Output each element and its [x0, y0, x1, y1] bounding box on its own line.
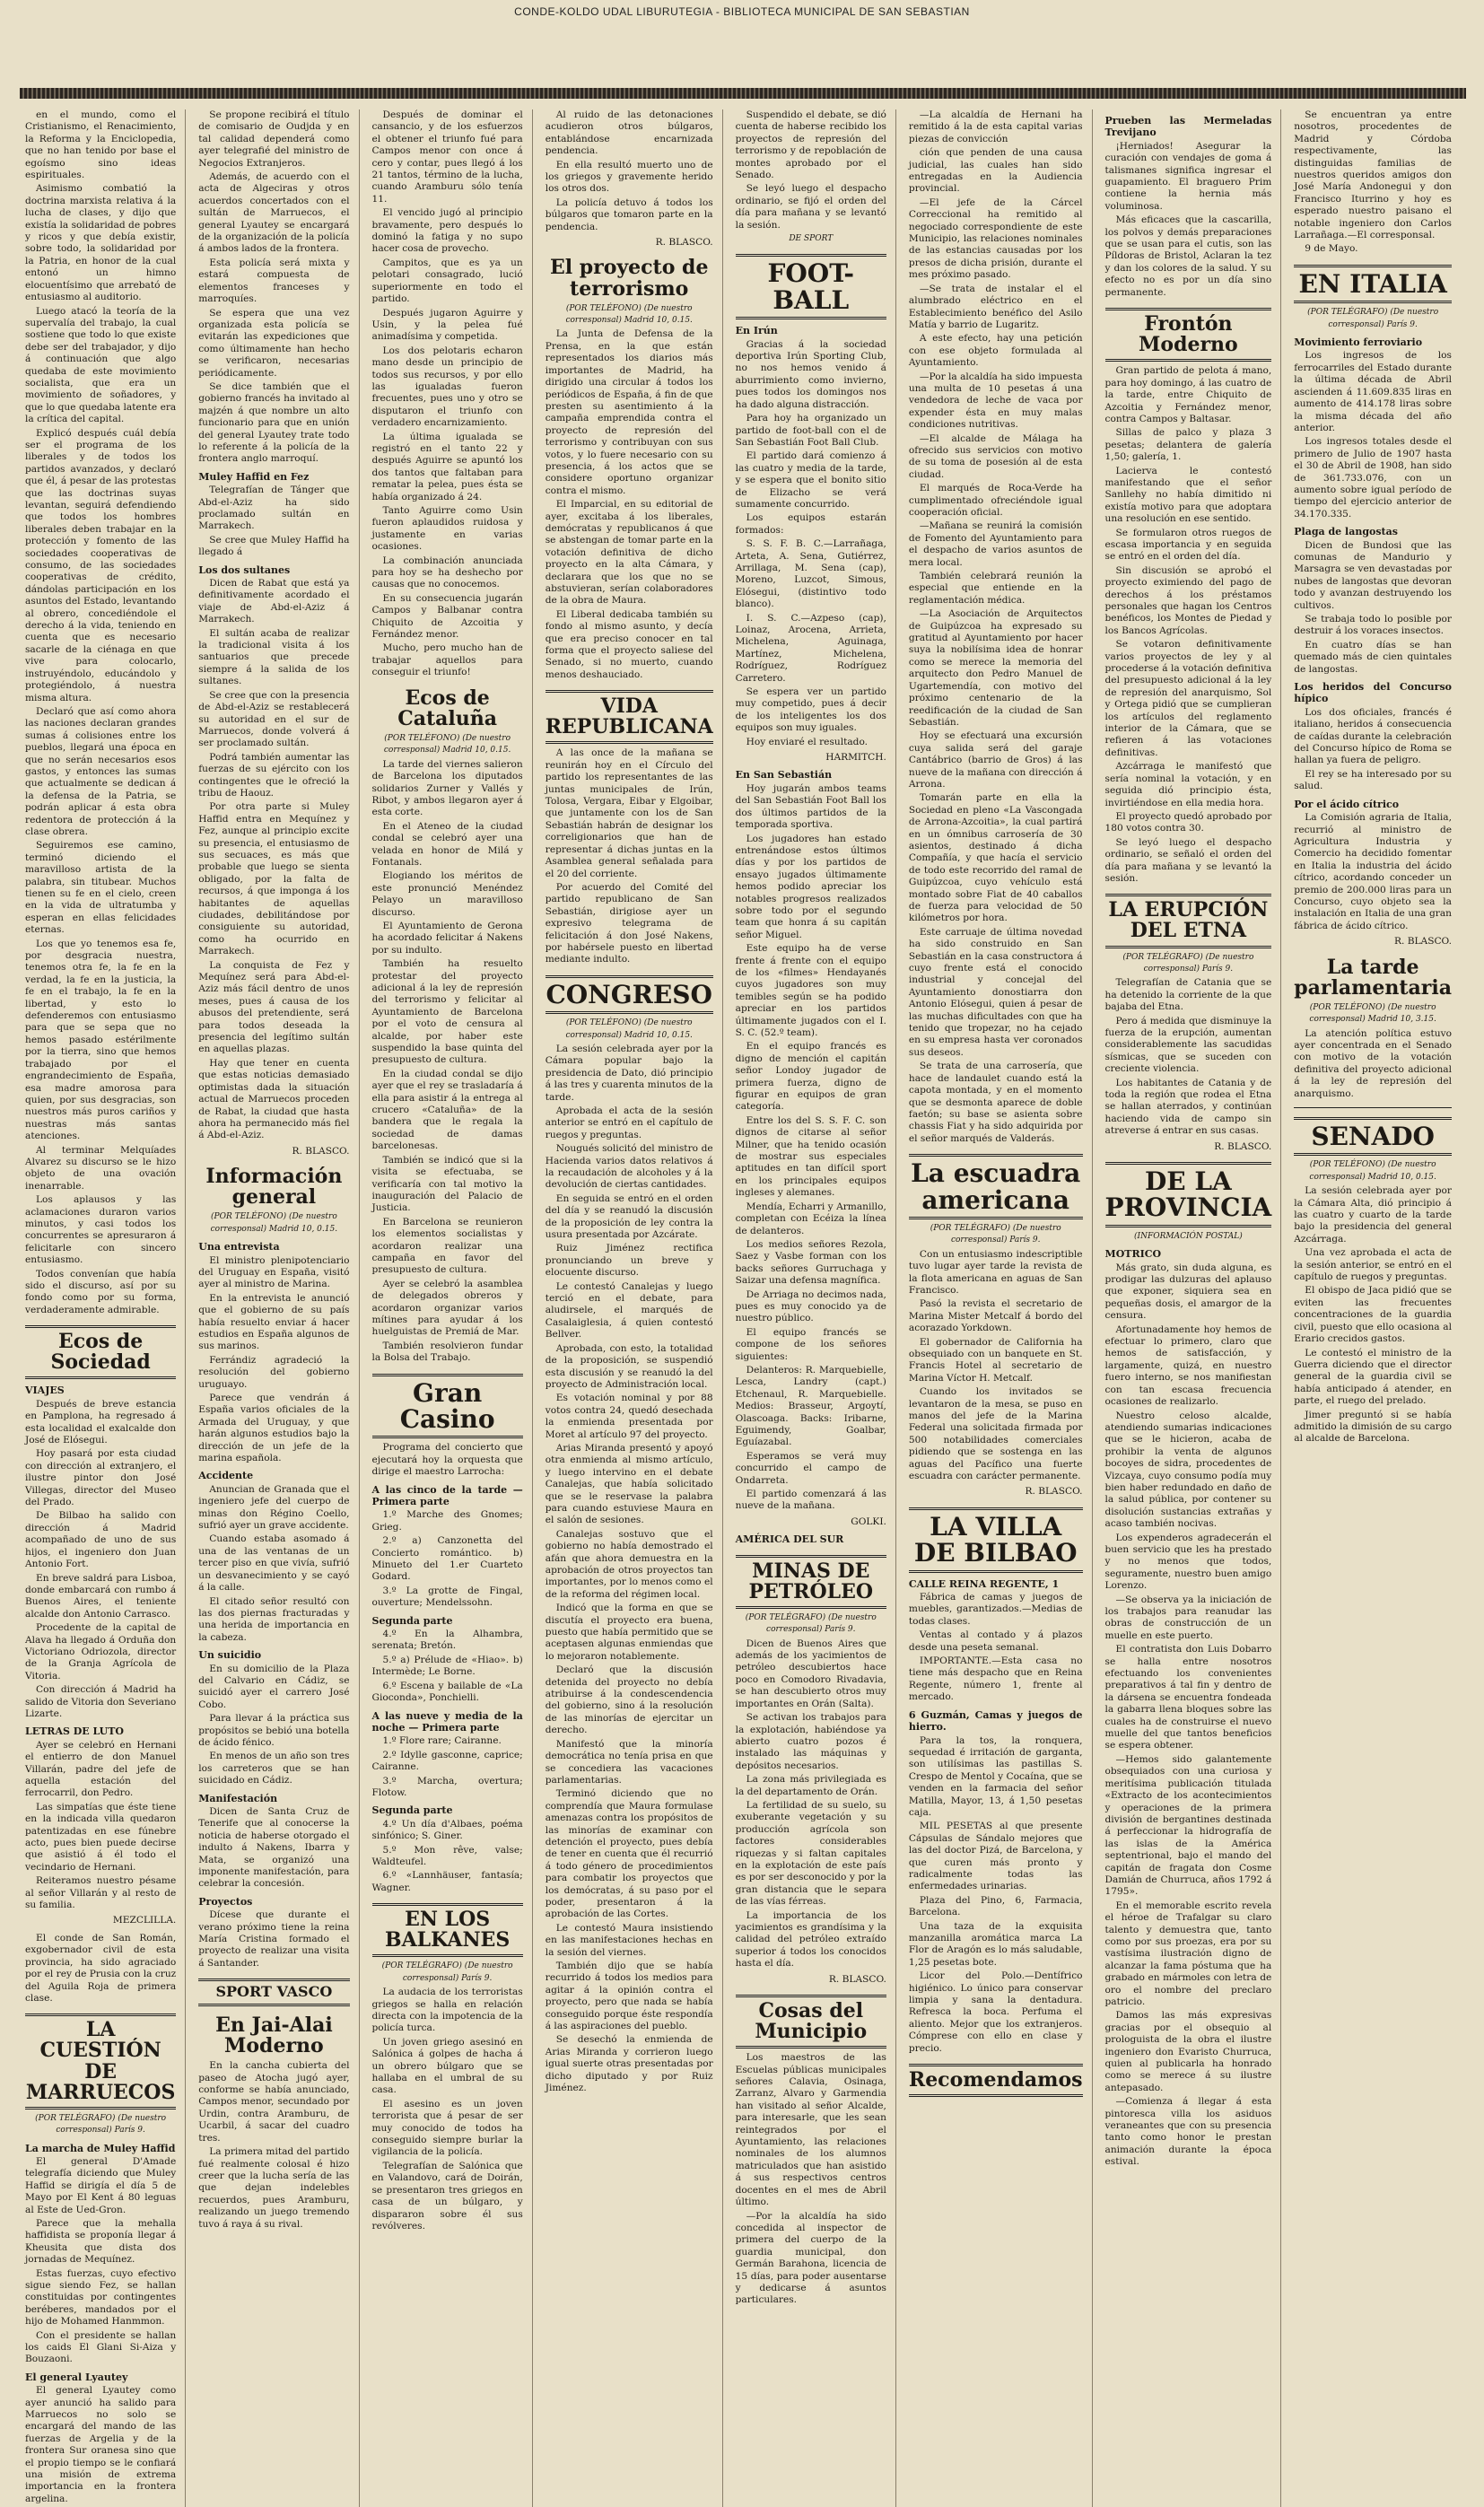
paragraph: Esta policía será mixta y estará compuesta de elementos franceses y marroquíes. [198, 257, 350, 305]
paragraph: La combinación anunciada para hoy se ha deshecho por causas que no conocemos. [371, 555, 523, 590]
subheading: 6 Guzmán, Camas y juegos de hierro. [908, 1708, 1083, 1734]
library-watermark: CONDE-KOLDO UDAL LIBURUTEGIA - BIBLIOTECA MUNICIPAL DE SAN SEBASTIAN [514, 5, 970, 18]
paragraph: Plaza del Pino, 6, Farmacia, Barcelona. [908, 1894, 1083, 1918]
paragraph: El Imparcial, en su editorial de ayer, excitaba á los liberales, demócratas y republicanos á que se abstengan de tomar parte en la votación definitiva de dicho proyecto en la alta Cámara, y declarara que los que no se abstuvieran, serían colaboradores de la obra de Maura. [545, 499, 713, 607]
column-1 [25, 109, 186, 2507]
paragraph: El Ayuntamiento de Gerona ha acordado felicitar á Nakens por su indulto. [371, 920, 523, 956]
paragraph: A las once de la mañana se reunirán hoy en el Círculo del partido los representantes de las juntas municipales de Irún, Tolosa, Vergara, Eibar y Elgoibar, que juntamente con los de San Sebastián habrán de designar los correligionarios que han de representar á dichas juntas en la Asamblea general señalada para el 20 del corriente. [545, 747, 713, 879]
paragraph: Hoy pasará por esta ciudad con dirección al extranjero, el ilustre pintor don José Villegas, director del Museo del Prado. [25, 1448, 177, 1508]
paragraph: Le contestó Maura insistiendo en las manifestaciones hechas en la sesión del viernes. [545, 1922, 713, 1958]
signoff: R. BLASCO. [1394, 936, 1452, 948]
paragraph: Los aplausos y las aclamaciones duraron varios minutos, y casi todos los concurrentes se apresuraron á felicitarle con sincero entusiasmo. [25, 1194, 177, 1266]
paragraph: Para la tos, la ronquera, sequedad é irritación de garganta, son utilísimas las pastillas S. Crespo de Mentol y Cocaína, que se venden en la farmacia del señor Matilla, Mayor, 13, á 1,50 pesetas caja. [908, 1734, 1083, 1818]
paragraph: La sesión celebrada ayer por la Cámara popular bajo la presidencia de Dato, dió principio á las tres y cuarenta minutos de la tarde. [545, 1043, 713, 1103]
signoff: R. BLASCO. [828, 1973, 886, 1985]
paragraph: También dijo que se había recurrido á todos los medios para agitar á la opinión contra el proyecto, pero que nada se había conseguido porque éste respondía á las aspiraciones del pueblo. [545, 1961, 713, 2032]
section-headline: Ecos de Cataluña [397, 686, 498, 730]
paragraph: Telegrafían de Salónica que en Valandovo, cará de Doirán, se presentaron tres griegos en casa de un búlgaro, y dispararon sobre él sus revólveres. [371, 2160, 523, 2232]
paragraph: Indicó que la forma en que se discutía el proyecto era buena, puesto que había permitido que se aceptasen algunas enmiendas que lo mejoraron notablemente. [545, 1603, 713, 1662]
paragraph: I. S. C.—Azpeso (cap), Loinaz, Arocena, Arrieta, Michelena, Aguinaga, Martínez, Michelena, Rodríguez, Rodríguez Carretero. [735, 612, 886, 684]
subheading: Proyectos [198, 1895, 253, 1908]
paragraph: Dicen de Buenos Aires que además de los yacimientos de petróleo descubiertos hace poco en Comodoro Rivadavia, se han descubierto otros muy importantes en Orán (Salta). [735, 1638, 886, 1709]
paragraph: Fábrica de camas y juegos de muebles, garantizados.—Medias de todas clases. [908, 1592, 1083, 1627]
paragraph: En la cancha cubierta del paseo de Atocha jugó ayer, conforme se había anunciado, Campos menor, secundado por Urdin, contra Aramburu, de Ucarbil, á sacar del cuadro tres. [198, 2060, 350, 2144]
paragraph: Mucho, pero mucho han de trabajar aquellos para conseguir el triunfo! [371, 642, 523, 678]
paragraph: —Hemos sido galantemente obsequiados con una curiosa y meritísima publicación titulada «Extracto de los acontecimientos y operaciones de la primera división de bergantines destinada á perfeccionar la hidrografía de las islas de la América septentrional, bajo el mando del capitán de fragata don Cosme Damián de Churruca, años 1792 á 1795». [1104, 1753, 1272, 1898]
paragraph: Tanto Aguirre como Usin fueron aplaudidos ruidosa y justamente en varias ocasiones. [371, 505, 523, 553]
paragraph: El contratista don Luis Dobarro se halla entre nosotros efectuando los convenientes preparativos á tal fin y dentro de la dársena se encuentra fondeada la gabarra llena bloques sobre las cuales ha de construirse el nuevo muelle del que tantos beneficios se espera obtener. [1104, 1644, 1272, 1751]
paragraph: El ministro plenipotenciario del Uruguay en España, visitó ayer al ministro de Marina. [198, 1254, 350, 1290]
paragraph: Programa del concierto que ejecutará hoy la orquesta que dirige el maestro Larrocha: [371, 1442, 523, 1478]
byline: (POR TELÉGRAFO) (De nuestro corresponsal) París 9. [381, 1961, 513, 1983]
paragraph: El sultán acaba de realizar la tradicional visita á los santuarios que precede siempre á la salida de los sultanes. [198, 627, 350, 687]
senado-paragraph: Jimer preguntó si se había admitido la dimisión de su cargo al alcalde de Barcelona. [1294, 1409, 1452, 1445]
paragraph: Con el presidente se hallan los caids El Glani Si-Aiza y Bouzaoni. [25, 2329, 177, 2365]
subheading: Un suicidio [198, 1649, 262, 1662]
paragraph: Gracias á la sociedad deportiva Irún Sporting Club, no nos hemos venido á aburrimiento como invierno, pues todos los domingos nos ha dado alguna distracción. [735, 338, 886, 410]
paragraph: Pasó la revista el secretario de Marina Mister Metcalf á bordo del acorazado Yorkdown. [908, 1298, 1083, 1334]
paragraph: La fertilidad de su suelo, su exuberante vegetación y su producción agrícola son factores considerables riquezas y si faltan capitales en la explotación de este país es por ser desconocido y por la gran distancia que le separa de las vías férreas. [735, 1799, 886, 1908]
paragraph: Manifestó que la minoría democrática no tenía prisa en que se concediera las vacaciones parlamentarias. [545, 1738, 713, 1786]
paragraph: La zona más privilegiada es la del departamento de Orán. [735, 1774, 886, 1797]
paragraph: Al terminar Melquíades Alvarez su discurso se le hizo objeto de una ovación inenarrable. [25, 1144, 177, 1192]
paragraph: Ventas al contado y á plazos desde una peseta semanal. [908, 1629, 1083, 1653]
paragraph: Los ingresos de los ferrocarriles del Estado durante la última década de Abril ascienden á 11.609.835 liras en aumento de 414.178 liras sobre la misma década del año anterior. [1294, 350, 1452, 433]
paragraph: Después de dominar el cansancio, y de los esfuerzos el obtener el triunfo fué para Campos menor con once á cero y contar, pues llegó á los 21 tantos, término de la lucha, cuando Aramburu sólo tenía 11. [371, 109, 523, 205]
paragraph: Se leyó luego el despacho ordinario, se señaló el orden del día para mañana y se levantó la sesión. [1104, 836, 1272, 884]
paragraph: Luego atacó la teoría de la supervalía del trabajo, la cual sostiene que todo lo que existe debe ser del trabajador, y dijo á continuación que algo quedaba de este movimiento socialista, que era un movimiento de soñadores, y que lo que quedaba latente era la crítica del capital. [25, 305, 177, 425]
section-headline: EN LOS BALKANES [372, 1903, 523, 1957]
paragraph: Hoy enviaré el resultado. [746, 736, 869, 747]
paragraph: 1.º Marche des Gnomes; Grieg. [371, 1509, 523, 1533]
subheading: Muley Haffid en Fez [198, 470, 310, 483]
paragraph: —Mañana se reunirá la comisión de Fomento del Ayuntamiento para el despacho de varios asuntos de mera local. [908, 520, 1083, 568]
senado-paragraph: Le contestó el ministro de la Guerra diciendo que el director general de la guardia civil se había anticipado á atender, en parte, el ruego del prelado. [1294, 1347, 1452, 1407]
paragraph: El partido dará comienzo á las cuatro y media de la tarde, y se espera que el bonito sitio de Elizacho se verá sumamente concurrido. [735, 450, 886, 510]
paragraph: La última igualada se registró en el tanto 22 y después Aguirre se apuntó los dos tantos que faltaban para rematar la pelea, pues ésta se había organizado á 24. [371, 431, 523, 502]
paragraph: Lacierva le contestó manifestando que el señor Sanllehy no había dimitido ni existía motivo para que adoptara una resolución en ese sentido. [1104, 465, 1272, 525]
byline: (POR TELÉGRAFO) (De nuestro corresponsal) París 9. [35, 2113, 167, 2136]
paragraph: Para llevar á la práctica sus propósitos se bebió una botella de ácido fénico. [198, 1713, 350, 1748]
paragraph: Se cree que Muley Haffid ha llegado á [198, 534, 350, 558]
paragraph: La tarde del viernes salieron de Barcelona los diputados solidarios Zurner y Vallés y Ribot, y ambos llegaron ayer á esta corte. [371, 758, 523, 818]
paragraph: Explicó después cuál debía ser el programa de los liberales y de todos los partidos avanzados, y declaró que él, á pesar de las protestas que las doctrinas suyas levantan, seguirá defendiendo que todos los hombres liberales deben trabajar en la protección y fomento de las sociedades cooperativas de consumo, de las sociedades cooperativas de crédito, dándolas participación en los asuntos del Estado, levantando al obrero, concediéndole el derecho á la vida, teniendo en cuenta que es necesario sacarle de la ciénaga en que vive para colocarlo, instruyéndolo, educándolo y protegiéndolo, á nuestra misma altura. [25, 427, 177, 703]
paragraph: De Bilbao ha salido con dirección á Madrid acompañado de uno de sus hijos, el ingeniero don Juan Antonio Fort. [25, 1510, 177, 1570]
paragraph: El partido comenzará á las nueve de la mañana. [735, 1489, 886, 1512]
paragraph: Parece que la mehalla haffidista se proponía llegar á Kheusita que dista dos jornadas de Mequínez. [25, 2217, 177, 2266]
paragraph: En ella resultó muerto uno de los griegos y gravemente herido los otros dos. [545, 159, 713, 195]
paragraph: Pero á medida que disminuye la fuerza de la erupción, aumentan considerablemente las sacudidas sísmicas, que se suceden con creciente violencia. [1104, 1015, 1272, 1075]
paragraph: Telegrafían de Catania que se ha detenido la corriente de la que bajaba del Etna. [1104, 977, 1272, 1013]
paragraph: Estas fuerzas, cuyo efectivo sigue siendo Fez, se hallan constituidas por contingentes beréberes, mandados por el hijo de Mohamed Hanmmon. [25, 2267, 177, 2328]
paragraph: Dicen de Santa Cruz de Tenerife que al conocerse la noticia de haberse otorgado el indulto á Nakens, Ibarra y Mata, se organizó una imponente manifestación, para celebrar la concesión. [198, 1806, 350, 1890]
paragraph: Seguiremos ese camino, terminó diciendo el maravilloso artista de la palabra, sin titubear. Muchos tienen su fe en el cielo, creen en la vida de ultratumba y esperan en ellas felicidades eternas. [25, 840, 177, 936]
paragraph: Se votaron definitivamente varios proyectos de ley y al procederse á la votación definitiva del presupuesto adicional á la ley de represión del anarquismo, Sol y Ortega pidió que se cumplieran los artículos del reglamento interior de la Cámara, que se refieren á las votaciones definitivas. [1104, 639, 1272, 758]
paragraph: Más grato, sin duda alguna, es prodigar las dulzuras del aplauso que exponer, siquiera sea en pequeñas dosis, el amargor de la censura. [1104, 1262, 1272, 1322]
paragraph: Los maestros de las Escuelas públicas municipales señores Calavia, Osinaga, Zarranz, Alvaro y Garmendia han visitado al señor Alcalde, para interesarle, que les sean reintegrados por el Ayuntamiento, las relaciones nominales de los alumnos matriculados que han asistido á sus respectivos centros docentes en el mes de Abril último. [735, 2052, 886, 2208]
paragraph: Una taza de la exquisita manzanilla aromática marca La Flor de Aragón es lo más saludable, 1,25 pesetas bote. [908, 1920, 1083, 1968]
paragraph: En menos de un año son tres los carreteros que se han suicidado en Cádiz. [198, 1751, 350, 1786]
paragraph: 3.º La grotte de Fingal, ouverture; Mendelssohn. [371, 1585, 523, 1609]
paragraph: S. S. F. B. C.—Larrañaga, Arteta, A. Sena, Gutiérrez, Arrillaga, M. Sena (cap), Moreno, Luzcot, Simous, Elósegui, (distintivo todo blanco). [735, 538, 886, 610]
section-headline: SPORT VASCO [198, 1979, 349, 2006]
byline: (POR TELÉFONO) (De nuestro corresponsal) Madrid 10, 0.15. [565, 1018, 693, 1040]
subheading: En San Sebastián [735, 769, 833, 782]
paragraph: Declaró que la discusión detenida del proyecto no debía atribuirse á la condescendencia del gobierno, sino á la resolución de las minorías de ejercitar un derecho. [545, 1664, 713, 1736]
section-headline: Gran Casino [372, 1374, 523, 1439]
signoff: R. BLASCO. [1025, 1486, 1083, 1498]
paragraph: —El jefe de la Cárcel Correccional ha remitido al negociado correspondiente de este Municipio, las relaciones nominales de las estancias causadas por los presos de dicha prisión, durante el mes próximo pasado. [908, 197, 1083, 281]
paragraph: ¡Herniados! Asegurar la curación con vendajes de goma á talismanes significa ingresar el guapamiento. El braguero Prim contiene la hernia más voluminosa. [1104, 140, 1272, 212]
subheading: Segunda parte [371, 1614, 453, 1627]
paragraph: Sillas de palco y plaza 3 pesetas; delantera de galería 1,50; galería, 1. [1104, 427, 1272, 463]
paragraph: Cuando los invitados se levantaron de la mesa, se puso en manos del jefe de la Marina Federal una solicitada firmada por 500 notabilidades comerciales pidiendo que se sostenga en las aguas del Pacífico una fuerte escuadra con carácter permanente. [908, 1386, 1083, 1482]
paragraph: Entre los del S. S. F. C. son dignos de citarse al señor Milner, que ha tenido ocasión de mostrar sus especiales aptitudes en tan difícil sport en los principales equipos ingleses y alemanes. [735, 1114, 886, 1199]
paragraph: En su consecuencia jugarán Campos y Balbanar contra Chiquito de Azcoitia y Fernández menor. [371, 592, 523, 641]
section-headline: LA VILLA DE BILBAO [909, 1507, 1083, 1573]
paragraph: Con dirección á Madrid ha salido de Vitoria don Severiano Lizarte. [25, 1684, 177, 1719]
paragraph: Canalejas sostuvo que el gobierno no había demostrado el afán que ahora demuestra en la aprobación de otros proyectos tan importantes, por lo menos como el de la reforma del régimen local. [545, 1528, 713, 1600]
subheading: Los heridos del Concurso hípico [1294, 681, 1452, 705]
paragraph: Aprobada, con esto, la totalidad de la proposición, se suspendió esta discusión y se reanudó la del proyecto de Administración local. [545, 1342, 713, 1390]
byline: (INFORMACIÓN POSTAL) [1134, 1231, 1243, 1241]
paragraph: Aprobada el acta de la sesión anterior se entró en el capítulo de ruegos y preguntas. [545, 1105, 713, 1140]
section-headline: Cosas del Municipio [736, 1995, 886, 2048]
paragraph: 1.º Flore rare; Cairanne. [382, 1735, 502, 1747]
paragraph: También se indicó que si la visita se efectuaba, se verificaría con tal motivo la inauguración del Palacio de Justicia. [371, 1154, 523, 1214]
subheading: Manifestación [198, 1792, 278, 1804]
paragraph: En el Ateneo de la ciudad condal se celebró ayer una velada en honor de Milá y Fontanals. [371, 820, 523, 868]
paragraph: Después jugaron Aguirre y Usin, y la pelea fué animadísima y competida. [371, 307, 523, 343]
paragraph: La policía detuvo á todos los búlgaros que tomaron parte en la pendencia. [545, 197, 713, 232]
signoff: HARMITCH. [825, 752, 886, 764]
paragraph: —La alcaldía de Hernani ha remitido á la de esta capital varias piezas de convicción [908, 109, 1083, 144]
paragraph: Dícese que durante el verano próximo tiene la reina María Cristina formado el proyecto de realizar una visita á Santander. [198, 1909, 350, 1969]
column-3 [372, 109, 533, 2507]
paragraph: 3.º Marcha, overtura; Flotow. [371, 1775, 523, 1798]
paragraph: ción que penden de una causa judicial, las cuales han sido entregadas en la Audiencia provincial. [908, 147, 1083, 195]
paragraph: Se espera que una vez organizada esta policía se evitarán las expediciones que como últimamente han hecho se verificaron, necesarias periódicamente. [198, 307, 350, 379]
paragraph: Terminó diciendo que no comprendía que Maura formulase amenazas contra los propósitos de las minorías de examinar con detención el proyecto, pues debía de tener en cuenta que él recurrió á todo género de procedimientos para combatir los proyectos que los demócratas, á su paso por el poder, presentaron á la aprobación de las Cortes. [545, 1788, 713, 1920]
column-2 [198, 109, 359, 2507]
section-headline: LA ERUPCIÓN DEL ETNA [1105, 894, 1272, 948]
paragraph: Arias Miranda presentó y apoyó otra enmienda al mismo artículo, y luego intervino en el debate Canalejas, que había solicitado que se le reservase la palabra para cuando estuviese Maura en el salón de sesiones. [545, 1442, 713, 1526]
paragraph: Se dice también que el gobierno francés ha invitado al majzén á que nombre un alto funcionario para que en unión del general Lyautey trate todo lo referente á la policía de la frontera anglo marroquí. [198, 380, 350, 465]
section-headline: En Jai-Alai Moderno [215, 2013, 333, 2058]
paragraph: 9 de Mayo. [1305, 243, 1358, 255]
senado-paragraph: Una vez aprobada el acta de la sesión anterior, se entró en el capítulo de ruegos y preguntas. [1294, 1247, 1452, 1283]
paragraph: La Comisión agraria de Italia, recurrió al ministro de Agricultura Industria y Comercio ha decidido fomentar en Italia la industria del ácido cítrico, acordando conceder un premio de 200.000 liras para un Concurso, cuyo objeto sea la instalación en Italia de una gran fábrica de ácido cítrico. [1294, 812, 1452, 931]
subheading: MOTRICO [1104, 1248, 1162, 1261]
paragraph: Mendía, Echarri y Armanillo, completan con Ecéiza la línea de delanteros. [735, 1201, 886, 1236]
paragraph: 5.º a) Prélude de «Hiao». b) Intermède; Le Borne. [371, 1654, 523, 1678]
paragraph: Los medios señores Rezola, Saez y Vasbe forman con los backs señores Gurruchaga y Saizar una defensa magnífica. [735, 1238, 886, 1287]
paragraph: Tomarán parte en ella la Sociedad en pleno «La Vascongada de Arrona-Azcoitia», la cual partirá en un ómnibus carrosería de 30 asientos, destinado á dicha Compañía, y que hacía el servicio de todo este recorrido del ramal de Guipúzcoa, cuyo vehículo está montado sobre Fiat de 40 caballos de fuerza para velocidad de 50 kilómetros por hora. [908, 792, 1083, 924]
paragraph: 2.º a) Canzonetta del Concierto romántico. b) Minueto del 1.er Cuarteto Godard. [371, 1535, 523, 1583]
paragraph: El asesino es un joven terrorista que á pesar de ser muy conocido de todos ha conseguido siempre burlar la vigilancia de la policía. [371, 2098, 523, 2158]
section-headline: El proyecto de terrorismo [549, 256, 709, 301]
paragraph: Hoy se efectuará una excursión cuya salida será del garaje Cantábrico (barrio de Gros) á las nueve de la mañana con dirección á Arrona. [908, 730, 1083, 790]
subheading: VIAJES [25, 1385, 65, 1397]
paragraph: Procedente de la capital de Alava ha llegado á Orduña don Victoriano Odriozola, director de la Granja Agrícola de Vitoria. [25, 1622, 177, 1682]
senado-headline: SENADO [1294, 1117, 1452, 1156]
paragraph: Se trabaja todo lo posible por destruir á los voraces insectos. [1294, 614, 1452, 637]
signoff: R. BLASCO. [655, 237, 713, 249]
paragraph: La primera mitad del partido fué realmente colosal é hizo creer que la lucha sería de las que dejan indelebles recuerdos, pues Aramburu, realizando un juego tremendo tuvo á raya á su rival. [198, 2146, 350, 2230]
section-headline: EN ITALIA [1294, 265, 1452, 303]
paragraph: Dicen de Rabat que está ya definitivamente acordado el viaje de Abd-el-Aziz á Marrakech. [198, 578, 350, 625]
signoff: GOLKI. [851, 1516, 886, 1527]
paragraph: También ha resuelto protestar del proyecto adicional á la ley de represión del terrorismo y felicitar al Ayuntamiento de Barcelona por el voto de censura al alcalde, por haber este suspendido la base quinta del presupuesto de cultura. [371, 958, 523, 1066]
paragraph: MIL PESETAS al que presente Cápsulas de Sándalo mejores que las del doctor Pizá, de Barcelona, y que curen más pronto y radicalmente todas las enfermedades urinarias. [908, 1821, 1083, 1892]
subheading: Accidente [198, 1470, 254, 1482]
paragraph: Los equipos estarán formados: [735, 512, 886, 536]
byline: DE SPORT [789, 234, 834, 244]
paragraph: Ayer se celebró la asamblea de delegados obreros y acordaron organizar varios mítines para ayudar á los huelguistas de Premiá de Mar. [371, 1278, 523, 1338]
paragraph: Después de breve estancia en Pamplona, ha regresado á esta localidad el exalcalde don José de Elósegui. [25, 1398, 177, 1446]
paragraph: La importancia de los yacimientos es grandísima y la calidad del petróleo extraído superior á todos los conocidos hasta el día. [735, 1909, 886, 1970]
byline: (POR TELÉGRAFO) (De nuestro corresponsal) París 9. [1307, 308, 1439, 329]
byline: (POR TELÉGRAFO) (De nuestro corresponsal) París 9. [930, 1223, 1061, 1245]
paragraph: Anuncian de Granada que el ingeniero jefe del cuerpo de minas don Régino Coello, sufrió ayer un grave accidente. [198, 1483, 350, 1532]
paragraph: —Por la alcaldía ha sido impuesta una multa de 10 pesetas á una vendedora de leche de vaca por expender ésta en muy malas condiciones nutritivas. [908, 371, 1083, 431]
paragraph: En Barcelona se reunieron los elementos socialistas y acordaron realizar una campaña en favor del presupuesto de cultura. [371, 1216, 523, 1276]
section-headline: CONGRESO [546, 975, 713, 1014]
subheading: CALLE REINA REGENTE, 1 [908, 1577, 1060, 1590]
column-6 [909, 109, 1093, 2507]
paragraph: Los jugadores han estado entrenándose estos últimos días y por los partidos de ensayo jugados últimamente hemos podido apreciar los notables progresos realizados sobre todo por el segundo team que honra á su capitán señor Miguel. [735, 833, 886, 940]
newspaper-columns [25, 109, 1461, 2504]
paragraph: Los ingresos totales desde el primero de Julio de 1907 hasta el 30 de Abril de 1908, han sido de 361.733.076, con un aumento sobre igual período de tiempo del ejercicio anterior de 34.170.335. [1294, 436, 1452, 520]
paragraph: Elogiando los méritos de este pronunció Menéndez Pelayo un maravilloso discurso. [371, 870, 523, 918]
subheading: En Irún [735, 325, 778, 337]
paragraph: Gran partido de pelota á mano, para hoy domingo, á las cuatro de la tarde, entre Chiquito de Azcoitia y Fernández menor, contra Campos y Baltasar. [1104, 365, 1272, 424]
paragraph: 4.º Un día d'Albaes, poéma sinfónico; S. Giner. [371, 1818, 523, 1842]
section-headline: Información general [205, 1165, 343, 1210]
section-headline: MINAS DE PETRÓLEO [736, 1555, 886, 1609]
signoff: R. BLASCO. [292, 1145, 350, 1157]
paragraph: Todos convenían que había sido el discurso, así por su fondo como por su forma, verdaderamente admirable. [25, 1268, 177, 1315]
paragraph: Los expenderos agradecerán el buen servicio que les ha prestado y no menos que todos, seguramente, nuestro buen amigo Lorenzo. [1104, 1532, 1272, 1592]
senado-byline: (POR TELÉFONO) (De nuestro corresponsal) Madrid 10, 0.15. [1309, 1160, 1436, 1182]
paragraph: En cuatro días se han quemado más de cien quintales de langostas. [1294, 639, 1452, 675]
senado-paragraph: La sesión celebrada ayer por la Cámara Alta, dió principio á las cuatro y cuarto de la tarde bajo la presidencia del general Azcárraga. [1294, 1185, 1452, 1245]
paragraph: Por acuerdo del Comité del partido republicano de San Sebastián, dirigiose ayer un expresivo telegrama de felicitación á don José Nakens, por habérsele puesto en libertad mediante indulto. [545, 881, 713, 965]
paragraph: Dicen de Bundosi que las comunas de Mandurio y Marsagra se ven devastadas por nubes de langostas que devoran todo y avanzan destruyendo los cultivos. [1294, 539, 1452, 611]
section-divider [1294, 1107, 1452, 1108]
paragraph: Podrá también aumentar las fuerzas de su ejército con los contingentes que le ofreció la tribu de Haouz. [198, 751, 350, 799]
paragraph: 6.º «Lannhäuser, fantasía; Wagner. [371, 1870, 523, 1893]
paragraph: IMPORTANTE.—Esta casa no tiene más despacho que en Reina Regente, número 1, frente al mercado. [908, 1655, 1083, 1703]
subheading: Segunda parte [371, 1804, 453, 1817]
paragraph: en el mundo, como el Cristianismo, el Renacimiento, la Reforma y la Enciclopedia, que no han tenido por base el egoísmo sino ideas espirituales. [25, 109, 177, 181]
subheading: El general Lyautey [25, 2371, 128, 2383]
paragraph: Los que yo tenemos esa fe, por desgracia nuestra, tenemos otra fe, la fe en la verdad, la fe en la justicia, la fe en el trabajo, la fe en la libertad, y esto lo defenderemos con entusiasmo para que se sepa que no hemos pasado estérilmente por la tierra, sino que hemos trabajado por el engrandecimiento de España, esa madre amorosa para quien, por sus desgracias, son nuestros más puros cariños y nuestras más santas atenciones. [25, 938, 177, 1142]
paragraph: Se propone recibirá el título de comisario de Oudjda y en tal calidad dependerá como ayer telegrafié del ministro de Negocios Extranjeros. [198, 109, 350, 169]
paragraph: Se activan los trabajos para la explotación, habiéndose ya abierto cuatro pozos é instalado las máquinas y depósitos necesarios. [735, 1712, 886, 1771]
paragraph: El proyecto quedó aprobado por 180 votos contra 30. [1104, 810, 1272, 834]
paragraph: Hay que tener en cuenta que estas noticias demasiado optimistas dada la situación actual de Marruecos proceden de Rabat, la ciudad que hasta ahora ha permanecido más fiel á Abd-el-Aziz. [198, 1057, 350, 1141]
paragraph: La conquista de Fez y Mequínez será para Abd-el-Aziz más fácil dentro de unos meses, pues á causa de los abusos del pretendiente, será para todos deseada la presencia del legítimo sultán en aquellas plazas. [198, 959, 350, 1055]
paragraph: Esperamos se verá muy concurrido el campo de Ondarreta. [735, 1450, 886, 1486]
paragraph: Los dos oficiales, francés é italiano, heridos á consecuencia de caídas durante la celebración del Concurso hípico de Roma se hallan ya fuera de peligro. [1294, 706, 1452, 766]
paragraph: En su domicilio de la Plaza del Calvario en Cádiz, se suicidó ayer el carrero José Cobo. [198, 1663, 350, 1710]
paragraph: El Liberal dedicaba también su fondo al mismo asunto, y decía que era preciso conocer en tal forma que el proyecto saliese del Senado, si no muerto, cuando menos deshauciado. [545, 608, 713, 680]
paragraph: Un joven griego asesinó en Salónica á golpes de hacha á un obrero búlgaro que se hallaba en el umbral de su casa. [371, 2036, 523, 2096]
paragraph: Damos las más expresivas gracias por el obsequio al prologuista de la obra el ilustre ingeniero don Evaristo Churruca, quien al publicarla ha honrado como se merece á su ilustre antepasado. [1104, 2010, 1272, 2093]
paragraph: Este carruaje de última novedad ha sido construido en San Sebastián en la casa constructora á cuyo frente está el conocido industrial y concejal del Ayuntamiento donostiarra don Antonio Elósegui, quien á pesar de las muchas dificultades con que ha tenido que tropezar, no ha cejado en su empresa hasta ver coronados sus deseos. [908, 926, 1083, 1058]
section-headline: DE LA PROVINCIA [1105, 1162, 1272, 1227]
subheading: LETRAS DE LUTO [25, 1725, 124, 1738]
paragraph: En seguida se entró en el orden del día y se reanudó la discusión de la proposición de ley contra la usura presentada por Azcárate. [545, 1192, 713, 1241]
paragraph: Por otra parte si Muley Haffid entra en Mequínez y Fez, aunque al principio excite su presencia, el entusiasmo de sus secuaces, es más que probable que luego se sienta obligado, por la falta de recursos, á que imponga á los habitantes de aquellas ciudades, debilitándose por consiguiente su autoridad, como ha ocurrido en Marrakech. [198, 801, 350, 957]
paragraph: Se cree que con la presencia de Abd-el-Aziz se restablecerá su autoridad en el sur de Marruecos, donde volverá á ser proclamado sultán. [198, 689, 350, 749]
byline: (POR TELÉGRAFO) (De nuestro corresponsal) París 9. [1122, 952, 1254, 974]
paragraph: Con un entusiasmo indescriptible tuvo lugar ayer tarde la revista de la flota americana en aguas de San Francisco. [908, 1248, 1083, 1296]
paragraph: El vencido jugó al principio bravamente, pero después lo dominó la fatiga y no supo hacer cosa de provecho. [371, 207, 523, 255]
paragraph: Ferrándiz agradeció la resolución del gobierno uruguayo. [198, 1354, 350, 1390]
byline: (POR TELÉFONO) (De nuestro corresponsal) Madrid 10, 0.15. [565, 303, 693, 326]
paragraph: Ruiz Jiménez rectifica pronunciando un breve y elocuente discurso. [545, 1243, 713, 1279]
paragraph: El general Lyautey como ayer anunció ha salido para Marruecos no solo se encargará del mando de las fuerzas de Argelia y de la frontera Sur oranesa sino que el propio tiempo se le confiará una misión de extrema importancia en la frontera argelina. [25, 2385, 177, 2504]
section-headline: VIDA REPUBLICANA [546, 690, 713, 744]
paragraph: 4.º En la Alhambra, serenata; Bretón. [371, 1629, 523, 1652]
paragraph: También celebrará reunión la especial que entiende en la reglamentación médica. [908, 571, 1083, 606]
paragraph: El conde de San Román, exgobernador civil de esta provincia, ha sido agraciado por el rey de Prusia con la cruz del Aguila Roja de primera clase. [25, 1932, 177, 2004]
column-7 [1105, 109, 1282, 2507]
byline: (POR TELÉGRAFO) (De nuestro corresponsal) París 9. [745, 1612, 877, 1635]
paragraph: Asimismo combatió la doctrina marxista relativa á la lucha de clases, y dijo que existía la solidaridad de pobres y ricos y que debía existir, sobre todo, la solidaridad por la Patria, en honor de la cual entonó un himno elocuentísimo que arrebató de entusiasmo al auditorio. [25, 183, 177, 303]
paragraph: El citado señor resultó con las dos piernas fracturadas y una herida de importancia en la cabeza. [198, 1595, 350, 1643]
paragraph: Reiteramos nuestro pésame al señor Villarán y al resto de su familia. [25, 1875, 177, 1911]
section-headline: La escuadra americana [909, 1154, 1083, 1219]
paragraph: En el equipo francés es digno de mención el capitán señor Londoy jugador de primera fuerza, digno de figurar en equipos de gran categoría. [735, 1041, 886, 1113]
section-headline: Frontón Moderno [1105, 308, 1272, 362]
paragraph: Licor del Polo.—Dentífrico higiénico. Lo único para conservar limpia y sana la dentadura. Refresca la boca. Perfuma el aliento. Mejor que los extranjeros. Cómprese con ello en clase y precio. [908, 1970, 1083, 2054]
paragraph: El gobernador de California ha obsequiado con un banquete en St. Francis Hotel al secretario de Marina Víctor H. Metcalf. [908, 1336, 1083, 1384]
paragraph: En la ciudad condal se dijo ayer que el rey se trasladaría á ella para asistir á la entrega al crucero «Cataluña» de la bandera que le regala la sociedad de damas barcelonesas. [371, 1068, 523, 1152]
paragraph: Nougués solicitó del ministro de Hacienda varios datos relativos á la recaudación de alcoholes y á la devolución de ciertas cantidades. [545, 1143, 713, 1191]
subheading: Una entrevista [198, 1241, 280, 1254]
signoff: MEZCLILLA. [112, 1915, 177, 1926]
section-headline: La tarde parlamentaria [1294, 955, 1452, 1000]
column-5 [736, 109, 896, 2507]
byline: (POR TELÉFONO) (De nuestro corresponsal) Madrid 10, 3.15. [1309, 1002, 1436, 1025]
paragraph: —La Asociación de Arquitectos de Guipúzcoa ha expresado su gratitud al Ayuntamiento por hacer suya la nobilísima idea de honrar como se merece la memoria del arquitecto don Pedro Manuel de Ugartemendía, con motivo del próximo centenario de la reedificación de la ciudad de San Sebastián. [908, 608, 1083, 728]
paragraph: Al ruido de las detonaciones acudieron otros búlgaros, entablándose encarnizada pendencia. [545, 109, 713, 157]
senado-paragraph: El obispo de Jaca pidió que se eviten las frecuentes concentraciones de la guardia civil, puesto que ello ocasiona al Erario crecidos gastos. [1294, 1285, 1452, 1345]
subheading: AMÉRICA DEL SUR [735, 1533, 844, 1546]
paragraph: Los dos pelotaris echaron mano desde un principio de todos sus recursos, y por ello las igualadas fueron frecuentes, pues uno y otro se disputaron el triunfo con verdadero encarnizamiento. [371, 345, 523, 429]
paragraph: Suspendido el debate, se dió cuenta de haberse recibido los proyectos de represión del terrorismo y de repoblación de montes aprobado por el Senado. [735, 109, 886, 181]
byline: (POR TELÉFONO) (De nuestro corresponsal) Madrid 10, 0.15. [210, 1212, 338, 1234]
section-headline: Ecos de Sociedad [25, 1325, 176, 1379]
paragraph: Más eficaces que la cascarilla, los polvos y demás preparaciones que se usan para el cutis, son las Píldoras de Bristol, Aclaran la tez y dan los colores de la salud. Y su efecto no es por un día sino permanente. [1104, 214, 1272, 298]
section-headline: Recomendamos [909, 2064, 1083, 2097]
paragraph: También resolvieron fundar la Bolsa del Trabajo. [371, 1340, 523, 1364]
paragraph: Azcárraga le manifestó que sería nominal la votación, y en seguida dió principio ésta, invirtiéndose en ella media hora. [1104, 761, 1272, 808]
paragraph: Declaró que así como ahora las naciones declaran grandes sumas á colisiones entre los pueblos, llegará una época en que no serán necesarios esos gastos, y entonces las sumas que actualmente se dedican á la defensa de la Patria, se podrán aplicar á esta obra redentora de protección á la clase obrera. [25, 705, 177, 837]
paragraph: —Comienza á llegar á esta pintoresca villa los asiduos veraneantes que con su presencia tanto como honor le prestan animación durante la época estival. [1104, 2096, 1272, 2168]
subheading: Prueben las Mermeladas Trevijano [1104, 115, 1272, 139]
paragraph: Afortunadamente hoy hemos de efectuar lo primero, claro que hemos de satisfacción, y largamente, quizá, en nuestro fuero interno, se nos manifiestan con tan escasa frecuencia ocasiones de realizarlo. [1104, 1323, 1272, 1408]
paragraph: Ayer se celebró en Hernani el entierro de don Manuel Villarán, padre del jefe de aquella estación del ferrocarril, don Pedro. [25, 1739, 177, 1799]
paragraph: Telegrafían de Tánger que Abd-el-Aziz ha sido proclamado sultán en Marrakech. [198, 485, 350, 532]
paragraph: Además, de acuerdo con el acta de Algeciras y otros acuerdos concertados con el sultán de Marruecos, el general Lyautey se encargará de la organización de la policía á ambos lados de la frontera. [198, 171, 350, 255]
paragraph: 2.º Idylle gasconne, caprice; Cairanne. [371, 1749, 523, 1773]
subheading: Plaga de langostas [1294, 526, 1398, 538]
signoff: R. BLASCO. [1214, 1140, 1272, 1152]
paragraph: Nuestro celoso alcalde, atendiendo sumarias indicaciones que se le hicieron, acaba de prohibir la venta de algunos bocoyes de sidra, procedentes de Vizcaya, cuyo consumo podía muy bien haber redundado en daño de la salud pública, por contener su disolución sustancias extrañas y acaso también nocivas. [1104, 1410, 1272, 1530]
paragraph: El general D'Amade telegrafía diciendo que Muley Haffid se dirigía el día 5 de Mayo por El Kent á 80 leguas al Este de Ued-Gron. [25, 2155, 177, 2215]
column-4 [546, 109, 723, 2507]
paragraph: Se encuentran ya entre nosotros, procedentes de Madrid y Córdoba respectivamente, las distinguidas familias de nuestros queridos amigos don José María Andonegui y don Francisco Iturrino y hoy es esperado nuestro paisano el notable ingeniero don Carlos Larrañaga.—El corresponsal. [1294, 109, 1452, 241]
paragraph: —Por la alcaldía ha sido concedida al inspector de primera del cuerpo de la guardia municipal, don Germán Barahona, licencia de 15 días, para poder ausentarse y dedicarse á asuntos particulares. [735, 2210, 886, 2306]
paragraph: Se desechó la enmienda de Arias Miranda y corrieron luego igual suerte otras presentadas por dicho diputado y por Ruiz Jiménez. [545, 2034, 713, 2094]
paragraph: Se trata de una carrosería, que hace de landaulet cuando está la capota montada, y en el momento que se desmonta aparece de doble faetón; su base se asienta sobre chassis Fiat y ha sido adquirida por el señor marqués de Valderás. [908, 1061, 1083, 1144]
paragraph: Los habitantes de Catania y de toda la región que rodea el Etna se hallan aterrados, y continúan haciendo vida de campo sin atreverse á entrar en sus casas. [1104, 1077, 1272, 1137]
paragraph: En la entrevista le anunció que el gobierno de su país había resuelto enviar á hacer estudios en España algunos de sus marinos. [198, 1292, 350, 1352]
paragraph: Este equipo ha de verse frente á frente con el equipo de los «filmes» Hendayanés cuyos jugadores son muy temibles según se ha podido apreciar en los partidos últimamente jugados con el I. S. C. (52.º team). [735, 943, 886, 1038]
paragraph: En breve saldrá para Lisboa, donde embarcará con rumbo á Buenos Aires, el teniente alcalde don Antonio Carrasco. [25, 1572, 177, 1620]
subheading: Por el ácido cítrico [1294, 798, 1400, 810]
section-headline: FOOT-BALL [736, 254, 886, 319]
masthead-rule [20, 88, 1466, 99]
paragraph: Se espera ver un partido muy competido, pues á decir de los inteligentes los dos equipos son muy iguales. [735, 686, 886, 734]
paragraph: Parece que vendrán á España varios oficiales de la Armada del Uruguay, y que harán algunos estudios bajo la dirección de un jefe de la marina española. [198, 1393, 350, 1464]
section-headline: LA CUESTIÓN DE MARRUECOS [25, 2013, 176, 2109]
subheading: Movimiento ferroviario [1294, 336, 1423, 349]
subheading: A las cinco de la tarde — Primera parte [371, 1483, 523, 1507]
paragraph: De Arriaga no decimos nada, pues es muy conocido ya de nuestro público. [735, 1288, 886, 1324]
paragraph: Para hoy ha organizado un partido de foot-ball con el de San Sebastián Foot Ball Club. [735, 413, 886, 448]
paragraph: Las simpatías que éste tiene en la indicada villa quedaron patentizadas en ese fúnebre acto, pues bien puede decirse que asistió á él todo el vecindario de Hernani. [25, 1801, 177, 1873]
paragraph: Es votación nominal y por 88 votos contra 24, quedó desechada la enmienda presentada por Moret al artículo 97 del proyecto. [545, 1393, 713, 1440]
paragraph: Se leyó luego el despacho ordinario, se fijó el orden del día para mañana y se levantó la sesión. [735, 183, 886, 231]
subheading: Los dos sultanes [198, 563, 291, 576]
paragraph: El marqués de Roca-Verde ha cumplimentado ofreciéndole igual cooperación oficial. [908, 483, 1083, 518]
paragraph: La atención política estuvo ayer concentrada en el Senado con motivo de la votación definitiva del proyecto adicional á la ley de represión del anarquismo. [1294, 1027, 1452, 1099]
paragraph: La audacia de los terroristas griegos se halla en relación directa con la impotencia de la policía turca. [371, 1987, 523, 2034]
paragraph: Cuando estaba asomado á una de las ventanas de un tercer piso en que vivía, sufrió un desvanecimiento y se cayó á la calle. [198, 1533, 350, 1594]
subheading: La marcha de Muley Haffid [25, 2142, 176, 2154]
paragraph: Sin discusión se aprobó el proyecto eximiendo del pago de derechos á los préstamos personales que hagan los Centros benéficos, los Montes de Piedad y los Bancos Agrícolas. [1104, 564, 1272, 636]
paragraph: —El alcalde de Málaga ha ofrecido sus servicios con motivo de su toma de posesión al de esta ciudad. [908, 432, 1083, 480]
paragraph: Se formularon otros ruegos de escasa importancia y en seguida se entró en el orden del día. [1104, 527, 1272, 563]
paragraph: El equipo francés se compone de los señores siguientes: [735, 1326, 886, 1362]
paragraph: La Junta de Defensa de la Prensa, en la que están representados los diarios más importantes de Madrid, ha dirigido una circular á todos los periódicos de España, á fin de que presten su asentimiento á la campaña emprendida contra el proyecto de represión del terrorismo y contribuyan con sus votos, y lo fuere necesario con su presencia, á los actos que se considere oportuno organizar contra el mismo. [545, 328, 713, 496]
subheading: A las nueve y media de la noche — Primera parte [371, 1709, 523, 1734]
paragraph: 6.º Escena y bailable de «La Gioconda», Ponchielli. [371, 1680, 523, 1704]
paragraph: Hoy jugarán ambos teams del San Sebastián Foot Ball los dos últimos partidos de la temporada sportiva. [735, 782, 886, 831]
byline: (POR TELÉFONO) (De nuestro corresponsal) Madrid 10, 0.15. [383, 733, 511, 756]
paragraph: 5.º Mon rêve, valse; Waldteufel. [371, 1844, 523, 1867]
column-8 [1294, 109, 1461, 2507]
paragraph: Le contestó Canalejas y luego terció en el debate, para aludirsele, el marqués de Casalaiglesia, á quien contestó Bellver. [545, 1280, 713, 1341]
paragraph: —Se observa ya la iniciación de los trabajos para reanudar las obras de construcción de un muelle en este puerto. [1104, 1594, 1272, 1641]
paragraph: —Se trata de instalar el el alumbrado eléctrico en el Establecimiento benéfico del Asilo Matía y barrio de Lugaritz. [908, 283, 1083, 330]
paragraph: En el memorable escrito revela el héroe de Trafalgar su claro talento y demuestra que, tanto como por sus proezas, era por su vastísima ilustración digno de alcanzar la fama póstuma que ha grabado en mármoles con letra de oro el nombre del preclaro patricio. [1104, 1900, 1272, 2007]
paragraph: Campitos, que es ya un pelotari consagrado, lució superiormente en todo el partido. [371, 257, 523, 305]
paragraph: El rey se ha interesado por su salud. [1294, 768, 1452, 792]
paragraph: Delanteros: R. Marquebielle, Lesca, Landry (capt.) Etchenaul, R. Marquebielle. Medios: Brasseur, Argoytí, Olascoaga. Backs: Iribarne, Eguimendy, Goalbar, Eguíazabal. [735, 1364, 886, 1448]
paragraph: A este efecto, hay una petición con ese objeto formulada al Ayuntamiento. [908, 333, 1083, 369]
